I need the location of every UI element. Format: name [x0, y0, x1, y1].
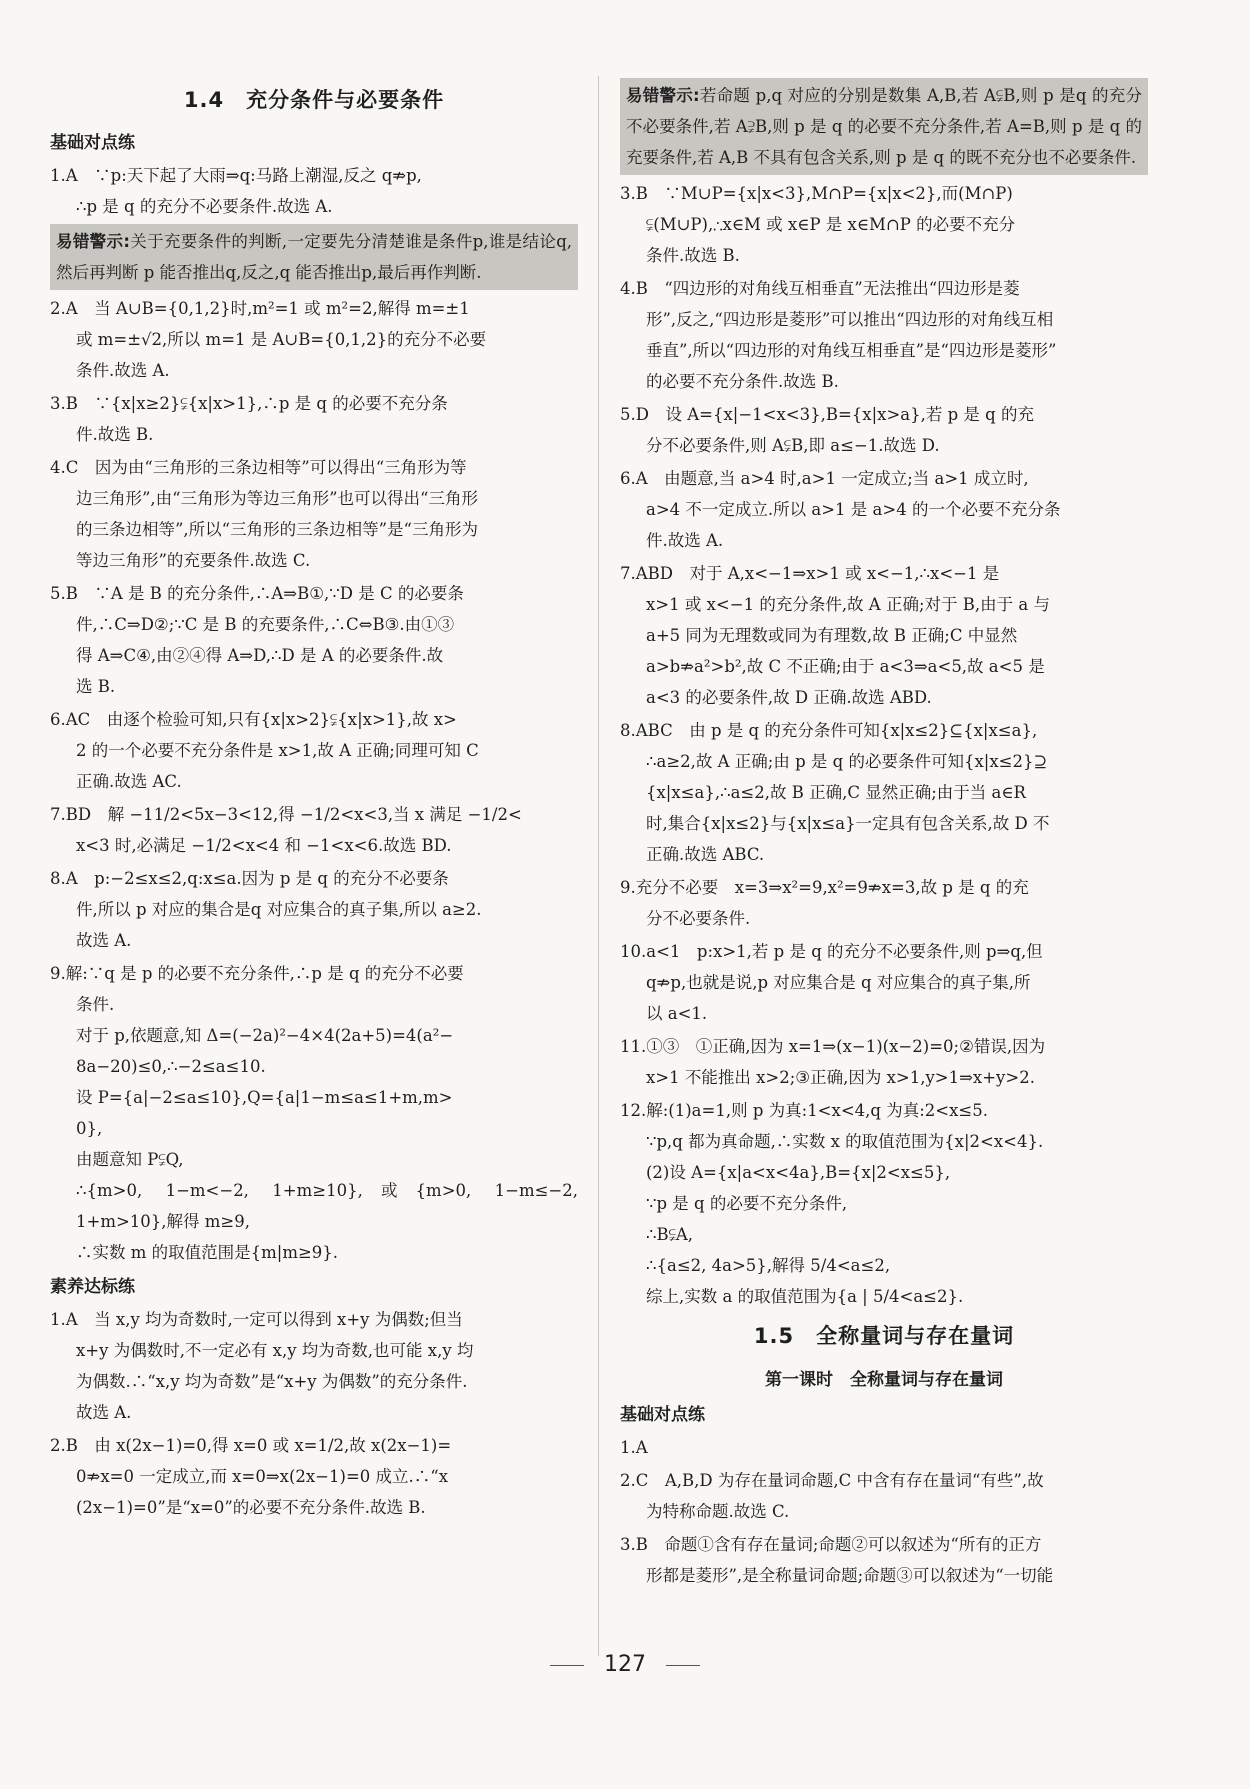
- answer-line: a>4 不一定成立.所以 a>1 是 a>4 的一个必要不充分条: [646, 500, 1061, 519]
- answer-line: 分不必要条件.: [646, 909, 751, 928]
- answer-line: ⫋(M∪P),∴x∈M 或 x∈P 是 x∈M∩P 的必要不充分: [646, 215, 1016, 234]
- answer-item: [620, 399, 1148, 461]
- page-number: 127: [0, 1652, 1250, 1677]
- answer-line: 2.C A,B,D 为存在量词命题,C 中含有存在量词“有些”,故: [620, 1471, 1044, 1490]
- answer-line: 2.B 由 x(2x−1)=0,得 x=0 或 x=1/2,故 x(2x−1)=: [50, 1436, 452, 1455]
- answer-line: 综上,实数 a 的取值范围为{a | 5/4<a≤2}.: [646, 1287, 964, 1306]
- answer-line: 4.B “四边形的对角线互相垂直”无法推出“四边形是菱: [620, 279, 1020, 298]
- answer-line: 对于 p,依题意,知 Δ=(−2a)²−4×4(2a+5)=4(a²−: [76, 1026, 454, 1045]
- answer-line: 1.A ∵p:天下起了大雨⇒q:马路上潮湿,反之 q⇏p,: [50, 166, 422, 185]
- answer-line: 为特称命题.故选 C.: [646, 1502, 790, 1521]
- answer-line: 7.BD 解 −11/2<5x−3<12,得 −1/2<x<3,当 x 满足 −1/2<: [50, 805, 522, 824]
- answer-item: [620, 273, 1148, 397]
- answer-line: 3.B ∵{x|x≥2}⫋{x|x>1},∴p 是 q 的必要不充分条: [50, 394, 448, 413]
- answer-item: [620, 872, 1148, 934]
- answer-line: 设 P={a|−2≤a≤10},Q={a|1−m≤a≤1+m,m>: [76, 1088, 453, 1107]
- answer-line: 10.a<1 p:x>1,若 p 是 q 的充分不必要条件,则 p⇒q,但: [620, 942, 1043, 961]
- answer-line: 的三条边相等”,所以“三角形的三条边相等”是“三角形为: [76, 520, 478, 539]
- answer-item: [50, 799, 578, 861]
- answer-line: 9.解:∵q 是 p 的必要不充分条件,∴p 是 q 的充分不必要: [50, 964, 464, 983]
- column-divider: [598, 76, 599, 1656]
- answer-line: 0⇏x=0 一定成立,而 x=0⇒x(2x−1)=0 成立.∴“x: [76, 1467, 448, 1486]
- footer-rule-right: [666, 1665, 700, 1666]
- answer-line: 或 m=±√2,所以 m=1 是 A∪B={0,1,2}的充分不必要: [76, 330, 487, 349]
- answer-line: ∴a≥2,故 A 正确;由 p 是 q 的必要条件可知{x|x≤2}⊇: [646, 752, 1048, 771]
- right-column: [620, 78, 1148, 1593]
- answer-item: [50, 704, 578, 797]
- subheading-basic: 基础对点练: [50, 133, 135, 153]
- answer-line: 6.A 由题意,当 a>4 时,a>1 一定成立;当 a>1 成立时,: [620, 469, 1029, 488]
- answer-item: [620, 1529, 1148, 1591]
- answer-item: [620, 1432, 1148, 1463]
- answer-line: 时,集合{x|x≤2}与{x|x≤a}一定具有包含关系,故 D 不: [646, 814, 1050, 833]
- answer-item: [620, 1465, 1148, 1527]
- answer-line: 8a−20)≤0,∴−2≤a≤10.: [76, 1057, 266, 1076]
- answer-line: 条件.故选 B.: [646, 246, 740, 265]
- answer-line: 以 a<1.: [646, 1004, 708, 1023]
- answer-line: (2x−1)=0”是“x=0”的必要不充分条件.故选 B.: [76, 1498, 426, 1517]
- answer-item: [620, 178, 1148, 271]
- answer-line: 正确.故选 ABC.: [646, 845, 765, 864]
- caution-box: 易错警示:若命题 p,q 对应的分别是数集 A,B,若 A⫋B,则 p 是q 的充分不必要条件,若 A⫌B,则 p 是 q 的必要不充分条件,若 A=B,则 p 是 q 的充要条件,若 A,B 不具有包含关系,则 p 是 q 的既不充分也不必要条件.: [620, 78, 1148, 175]
- answer-line: 11.①③ ①正确,因为 x=1⇒(x−1)(x−2)=0;②错误,因为: [620, 1037, 1046, 1056]
- answer-line: 4.C 因为由“三角形的三条边相等”可以得出“三角形为等: [50, 458, 467, 477]
- answer-line: 5.D 设 A={x|−1<x<3},B={x|x>a},若 p 是 q 的充: [620, 405, 1034, 424]
- answer-line: 1.A: [620, 1438, 648, 1457]
- answer-item: [50, 958, 578, 1268]
- answer-item: [50, 863, 578, 956]
- answer-line: 边三角形”,由“三角形为等边三角形”也可以得出“三角形: [76, 489, 478, 508]
- answer-line: 0},: [76, 1119, 103, 1138]
- answer-line: 的必要不充分条件.故选 B.: [646, 372, 839, 391]
- answer-item: [50, 160, 578, 222]
- answer-line: 条件.故选 A.: [76, 361, 170, 380]
- answer-line: (2)设 A={x|a<x<4a},B={x|2<x≤5},: [646, 1163, 951, 1182]
- answer-line: 由题意知 P⫋Q,: [76, 1150, 184, 1169]
- answer-line: 1.A 当 x,y 均为奇数时,一定可以得到 x+y 为偶数;但当: [50, 1310, 463, 1329]
- answer-line: 2.A 当 A∪B={0,1,2}时,m²=1 或 m²=2,解得 m=±1: [50, 299, 470, 318]
- answer-line: ∴p 是 q 的充分不必要条件.故选 A.: [76, 197, 333, 216]
- section-title: 1.5 全称量词与存在量词: [753, 1324, 1015, 1348]
- answer-line: 件,所以 p 对应的集合是q 对应集合的真子集,所以 a≥2.: [76, 900, 482, 919]
- answer-line: 故选 A.: [76, 1403, 132, 1422]
- answer-item: [50, 578, 578, 702]
- answer-line: 等边三角形”的充要条件.故选 C.: [76, 551, 311, 570]
- answer-line: 9.充分不必要 x=3⇒x²=9,x²=9⇏x=3,故 p 是 q 的充: [620, 878, 1029, 897]
- answer-line: a>b⇏a²>b²,故 C 不正确;由于 a<3⇒a<5,故 a<5 是: [646, 657, 1045, 676]
- answer-line: 5.B ∵A 是 B 的充分条件,∴A⇒B①,∵D 是 C 的必要条: [50, 584, 464, 603]
- answer-line: 3.B ∵M∪P={x|x<3},M∩P={x|x<2},而(M∩P): [620, 184, 1013, 203]
- answer-line: 形”,反之,“四边形是菱形”可以推出“四边形的对角线互相: [646, 310, 1054, 329]
- subheading-literacy: 素养达标练: [50, 1277, 135, 1297]
- answer-line: 垂直”,所以“四边形的对角线互相垂直”是“四边形是菱形”: [646, 341, 1057, 360]
- answer-line: 分不必要条件,则 A⫋B,即 a≤−1.故选 D.: [646, 436, 940, 455]
- answer-line: 12.解:(1)a=1,则 p 为真:1<x<4,q 为真:2<x≤5.: [620, 1101, 988, 1120]
- answer-line: q⇏p,也就是说,p 对应集合是 q 对应集合的真子集,所: [646, 973, 1031, 992]
- answer-item: [50, 452, 578, 576]
- answer-line: 7.ABD 对于 A,x<−1⇒x>1 或 x<−1,∴x<−1 是: [620, 564, 1000, 583]
- answer-item: [620, 1031, 1148, 1093]
- answer-line: 件.故选 B.: [76, 425, 154, 444]
- answer-line: {x|x≤a},∴a≤2,故 B 正确,C 显然正确;由于当 a∈R: [646, 783, 1026, 802]
- answer-line: x+y 为偶数时,不一定必有 x,y 均为奇数,也可能 x,y 均: [76, 1341, 474, 1360]
- answer-item: [620, 1095, 1148, 1312]
- answer-line: x>1 不能推出 x>2;③正确,因为 x>1,y>1⇒x+y>2.: [646, 1068, 1035, 1087]
- answer-line: ∴实数 m 的取值范围是{m|m≥9}.: [76, 1243, 339, 1262]
- answer-line: 形都是菱形”,是全称量词命题;命题③可以叙述为“一切能: [646, 1566, 1054, 1585]
- answer-item: [620, 715, 1148, 870]
- lesson-title: 第一课时 全称量词与存在量词: [765, 1370, 1003, 1390]
- answer-line: ∴{a≤2, 4a>5},解得 5/4<a≤2,: [646, 1256, 891, 1275]
- answer-item: [620, 558, 1148, 713]
- answer-item: [50, 293, 578, 386]
- answer-line: x>1 或 x<−1 的充分条件,故 A 正确;对于 B,由于 a 与: [646, 595, 1050, 614]
- answer-line: 得 A⇒C④,由②④得 A⇒D,∴D 是 A 的必要条件.故: [76, 646, 444, 665]
- answer-item: [50, 388, 578, 450]
- answer-item: [620, 463, 1148, 556]
- caution-box: 易错警示:关于充要条件的判断,一定要先分清楚谁是条件p,谁是结论q,然后再判断 p 能否推出q,反之,q 能否推出p,最后再作判断.: [50, 224, 578, 290]
- answer-line: a+5 同为无理数或同为有理数,故 B 正确;C 中显然: [646, 626, 1018, 645]
- answer-line: 故选 A.: [76, 931, 132, 950]
- left-column: [50, 78, 578, 1525]
- answer-line: a<3 的必要条件,故 D 正确.故选 ABD.: [646, 688, 932, 707]
- section-title: 1.4 充分条件与必要条件: [183, 88, 445, 112]
- subheading-basic: 基础对点练: [620, 1405, 705, 1425]
- answer-line: ∴{m>0, 1−m<−2, 1+m≥10},或{m>0, 1−m≤−2, 1+m>10},解得 m≥9,: [76, 1181, 578, 1231]
- answer-line: ∴B⫋A,: [646, 1225, 694, 1244]
- answer-item: [50, 1430, 578, 1523]
- answer-line: 3.B 命题①含有存在量词;命题②可以叙述为“所有的正方: [620, 1535, 1042, 1554]
- answer-line: 为偶数.∴“x,y 均为奇数”是“x+y 为偶数”的充分条件.: [76, 1372, 468, 1391]
- answer-line: 件.故选 A.: [646, 531, 724, 550]
- answer-line: 正确.故选 AC.: [76, 772, 182, 791]
- answer-line: 8.ABC 由 p 是 q 的充分条件可知{x|x≤2}⊆{x|x≤a},: [620, 721, 1038, 740]
- answer-line: 2 的一个必要不充分条件是 x>1,故 A 正确;同理可知 C: [76, 741, 479, 760]
- answer-line: 8.A p:−2≤x≤2,q:x≤a.因为 p 是 q 的充分不必要条: [50, 869, 449, 888]
- answer-line: 条件.: [76, 995, 115, 1014]
- answer-item: [50, 1304, 578, 1428]
- answer-line: ∵p 是 q 的必要不充分条件,: [646, 1194, 848, 1213]
- answer-line: ∵p,q 都为真命题,∴实数 x 的取值范围为{x|2<x<4}.: [646, 1132, 1044, 1151]
- answer-line: 件,∴C⇒D②;∵C 是 B 的充要条件,∴C⇔B③.由①③: [76, 615, 455, 634]
- footer-rule-left: [550, 1665, 584, 1666]
- answer-item: [620, 936, 1148, 1029]
- answer-line: 选 B.: [76, 677, 116, 696]
- answer-line: x<3 时,必满足 −1/2<x<4 和 −1<x<6.故选 BD.: [76, 836, 452, 855]
- answer-line: 6.AC 由逐个检验可知,只有{x|x>2}⫋{x|x>1},故 x>: [50, 710, 457, 729]
